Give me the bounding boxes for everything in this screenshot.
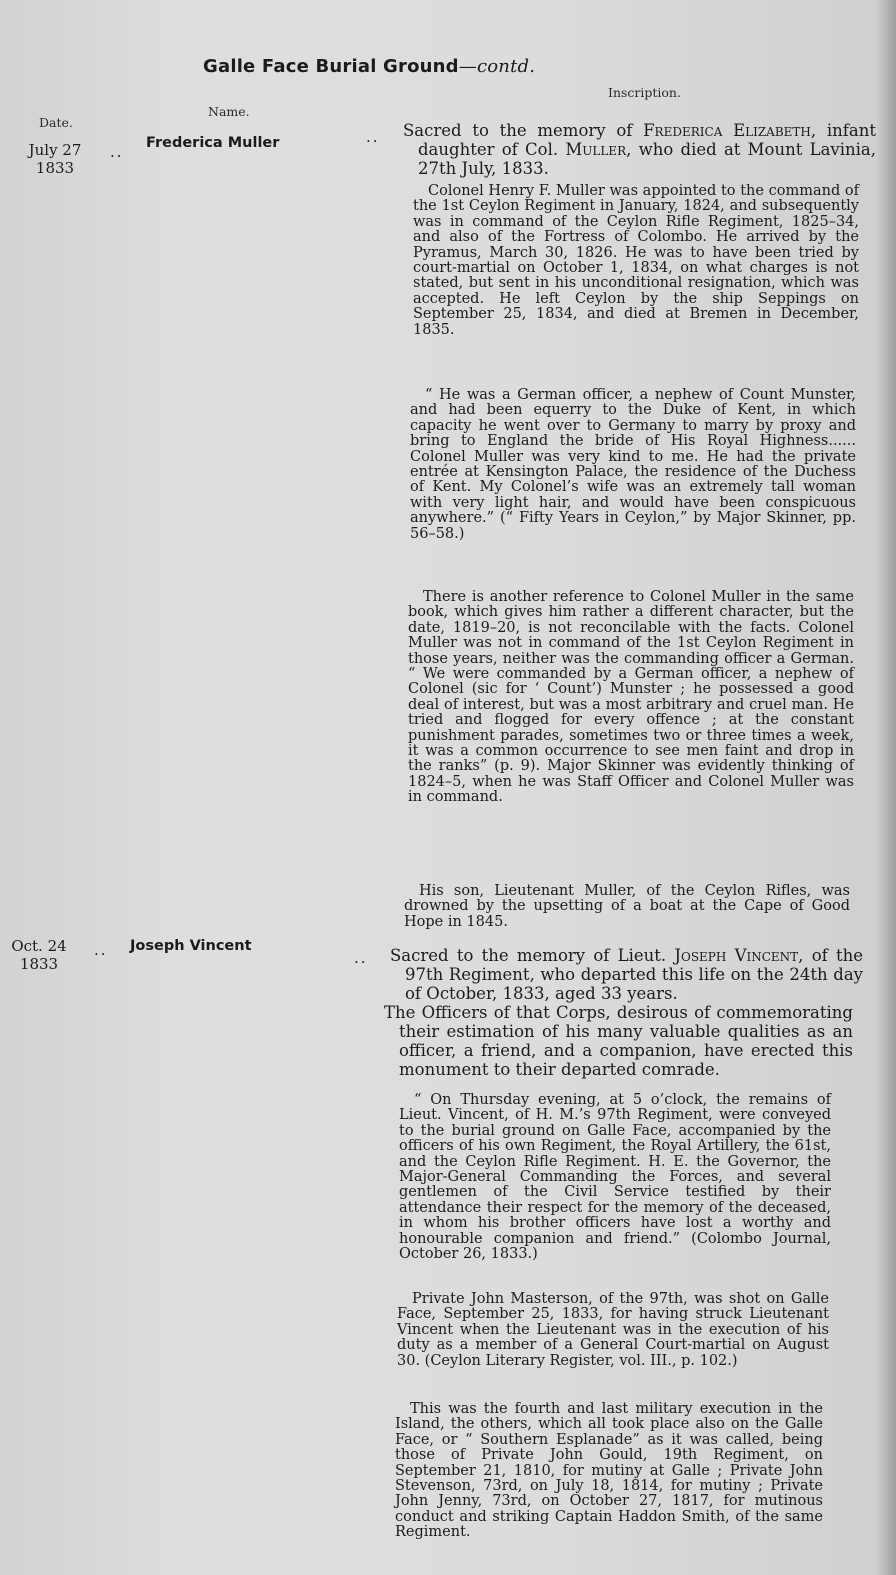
entry-date-year: 1833	[35, 159, 75, 177]
commentary-paragraph: His son, Lieutenant Muller, of the Ceylon Rifles, was drowned by the upsetting of a boat at the Cape of Good Hope in 1845.	[404, 883, 850, 930]
page-title-text: Galle Face Burial Ground	[203, 56, 459, 77]
column-header-name: Name.	[208, 104, 250, 119]
leader-dots: ..	[366, 128, 380, 146]
inscription-text: Sacred to the memory of Lieut. Joseph Vincent, of the 97th Regiment, who departed this life on the 24th day of October, 1833, aged 33 years.	[390, 946, 863, 1003]
column-header-inscription: Inscription.	[608, 85, 681, 100]
entry-date-day: Oct. 24	[11, 937, 67, 955]
inscription-text-officers: The Officers of that Corps, desirous of commemorating their estimation of his many valuable qualities as an officer, a friend, and a companion, have erected this monument to their departed comrade.	[384, 1003, 853, 1079]
commentary-paragraph: This was the fourth and last military execution in the Island, the others, which all took place also on the Galle Face, or “ Southern Esplanade” as it was called, being those of Private John Gould, 19th Regiment, on September 21, 1810, for mutiny at Galle ; Private John Stevenson, 73rd, on July 18, 1814, for mutiny ; Private John Jenny, 73rd, on October 27, 1817, for mutinous conduct and striking Captain Haddon Smith, of the same Regiment.	[395, 1401, 823, 1541]
entry-name: Frederica Muller	[146, 135, 280, 151]
entry-name: Joseph Vincent	[130, 938, 252, 954]
commentary-paragraph: There is another reference to Colonel Muller in the same book, which gives him rather a different character, but the date, 1819–20, is not reconcilable with the facts. Colonel Muller was not in command of the 1st Ceylon Regiment in those years, neither was the commanding officer a German. “ We were commanded by a German officer, a nephew of Colonel (sic for ‘ Count’) Munster ; he possessed a good deal of interest, but was a most arbitrary and cruel man. He tried and flogged for every offence ; at the constant punishment parades, sometimes two or three times a week, it was a common occurrence to see men faint and drop in the ranks” (p. 9). Major Skinner was evidently thinking of 1824–5, when he was Staff Officer and Colonel Muller was in command.	[408, 589, 854, 806]
commentary-paragraph: Colonel Henry F. Muller was appointed to the command of the 1st Ceylon Regiment in January, 1824, and subsequently was in command of the Ceylon Rifle Regiment, 1825–34, and also of the Fortress of Colombo. He arrived by the Pyramus, March 30, 1826. He was to have been tried by court-martial on October 1, 1834, on what charges is not stated, but sent in his unconditional resignation, which was accepted. He left Ceylon by the ship Seppings on September 25, 1834, and died at Bremen in December, 1835.	[413, 183, 859, 338]
entry-date	[22, 141, 88, 177]
column-header-date: Date.	[39, 115, 73, 130]
page-title-suffix: —contd.	[458, 56, 536, 77]
page-title	[203, 56, 535, 77]
entry-date-day: July 27	[28, 141, 82, 159]
leader-dots: ..	[354, 949, 368, 967]
commentary-paragraph: “ He was a German officer, a nephew of Count Munster, and had been equerry to the Duke of Kent, in which capacity he went over to Germany to marry by proxy and bring to England the bride of His Royal Highness...... Colonel Muller was very kind to me. He had the private entrée at Kensington Palace, the residence of the Duchess of Kent. My Colonel’s wife was an extremely tall woman with very light hair, and would have been conspicuous anywhere.” (“ Fifty Years in Ceylon,” by Major Skinner, pp. 56–58.)	[410, 387, 856, 542]
commentary-paragraph: “ On Thursday evening, at 5 o’clock, the remains of Lieut. Vincent, of H. M.’s 97th Regiment, were conveyed to the burial ground on Galle Face, accompanied by the officers of his own Regiment, the Royal Artillery, the 61st, and the Ceylon Rifle Regiment. H. E. the Governor, the Major-General Commanding the Forces, and several gentlemen of the Civil Service testified by their attendance their respect for the memory of the deceased, in whom his brother officers have lost a worthy and honourable companion and friend.” (Colombo Journal, October 26, 1833.)	[399, 1092, 831, 1263]
commentary-paragraph: Private John Masterson, of the 97th, was shot on Galle Face, September 25, 1833, for having struck Lieutenant Vincent when the Lieutenant was in the execution of his duty as a member of a General Court-martial on August 30. (Ceylon Literary Register, vol. III., p. 102.)	[397, 1291, 829, 1369]
entry-date-year: 1833	[19, 955, 59, 973]
entry-date	[6, 937, 72, 973]
leader-dots: ..	[94, 941, 108, 959]
leader-dots: ..	[110, 143, 124, 161]
inscription-text: Sacred to the memory of Frederica Elizabeth, infant daughter of Col. Muller, who died at Mount Lavinia, 27th July, 1833.	[403, 121, 876, 178]
page-spine-shadow	[876, 0, 896, 1575]
